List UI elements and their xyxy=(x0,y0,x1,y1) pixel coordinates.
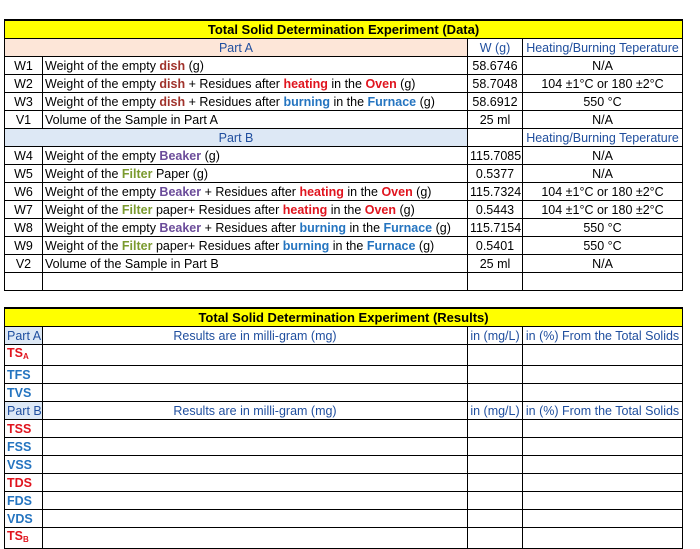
temperature-value: N/A xyxy=(523,57,683,75)
result-mgL-cell[interactable] xyxy=(468,345,523,366)
result-mg-cell[interactable] xyxy=(43,366,468,384)
symbol-text: TS xyxy=(7,529,23,543)
description-segment: + Residues after xyxy=(185,94,284,109)
row-id: W3 xyxy=(5,93,43,111)
description-segment: paper+ Residues after xyxy=(152,202,283,217)
description-segment: Paper (g) xyxy=(152,166,209,181)
description-segment: Weight of the empty xyxy=(45,94,160,109)
symbol-text: TVS xyxy=(7,385,32,400)
data-table-title: Total Solid Determination Experiment (Data) xyxy=(5,20,683,39)
symbol-subscript: A xyxy=(22,352,29,361)
result-symbol xyxy=(5,345,43,366)
result-mgL-cell[interactable] xyxy=(468,366,523,384)
temperature-value: 104 ±1°C or 180 ±2°C xyxy=(523,183,683,201)
description-segment: Filter xyxy=(121,202,153,217)
result-row xyxy=(5,420,683,438)
result-row xyxy=(5,345,683,366)
description-segment: dish xyxy=(159,76,186,91)
result-symbol xyxy=(5,474,43,492)
symbol-text: FSS xyxy=(7,439,32,454)
description-segment: in the xyxy=(329,238,367,253)
description-segment: (g) xyxy=(396,76,416,91)
row-description xyxy=(43,183,468,201)
description-segment: Filter xyxy=(121,238,153,253)
description-segment: Furnace xyxy=(366,238,416,253)
symbol-subscript: B xyxy=(22,535,29,544)
description-segment: Beaker xyxy=(159,220,202,235)
mg-per-liter-header: in (mg/L) xyxy=(468,327,523,345)
percent-total-solids-header: in (%) From the Total Solids xyxy=(523,327,683,345)
result-percent-cell[interactable] xyxy=(523,492,683,510)
description-segment: + Residues after xyxy=(201,220,300,235)
results-part-b-description: Results are in milli-gram (mg) xyxy=(43,402,468,420)
result-mg-cell[interactable] xyxy=(43,438,468,456)
result-mg-cell[interactable] xyxy=(43,528,468,549)
row-id: V2 xyxy=(5,255,43,273)
results-table-title: Total Solid Determination Experiment (Results) xyxy=(5,308,683,327)
result-percent-cell[interactable] xyxy=(523,474,683,492)
row-description xyxy=(43,147,468,165)
description-segment: in the xyxy=(327,76,366,91)
description-segment: (g) xyxy=(416,94,435,109)
result-mgL-cell[interactable] xyxy=(468,420,523,438)
symbol-text: TDS xyxy=(7,475,32,490)
results-part-b-label: Part B xyxy=(5,402,43,420)
result-symbol xyxy=(5,492,43,510)
description-segment: dish xyxy=(159,94,186,109)
result-mgL-cell[interactable] xyxy=(468,528,523,549)
part-a-header: Part A xyxy=(5,39,468,57)
empty-cell xyxy=(468,129,523,147)
description-segment: Furnace xyxy=(367,94,417,109)
result-row xyxy=(5,492,683,510)
description-segment: Weight of the empty xyxy=(45,58,160,73)
description-segment: Furnace xyxy=(383,220,433,235)
result-row xyxy=(5,456,683,474)
data-row xyxy=(5,183,683,201)
result-symbol xyxy=(5,456,43,474)
description-segment: Weight of the empty xyxy=(45,220,160,235)
row-description xyxy=(43,237,468,255)
description-segment: (g) xyxy=(432,220,451,235)
weight-value[interactable]: 0.5401 xyxy=(468,237,523,255)
description-segment: (g) xyxy=(412,184,432,199)
result-mg-cell[interactable] xyxy=(43,384,468,402)
row-id: W5 xyxy=(5,165,43,183)
symbol-text: TS xyxy=(7,346,23,360)
description-segment: Oven xyxy=(364,202,397,217)
results-part-a-label: Part A xyxy=(5,327,43,345)
description-segment: Weight of the xyxy=(45,166,122,181)
data-row xyxy=(5,165,683,183)
result-symbol xyxy=(5,510,43,528)
row-description xyxy=(43,111,468,129)
result-mgL-cell[interactable] xyxy=(468,438,523,456)
result-row xyxy=(5,438,683,456)
empty-cell xyxy=(5,273,43,291)
row-description xyxy=(43,57,468,75)
data-row xyxy=(5,201,683,219)
row-id: W9 xyxy=(5,237,43,255)
weight-value[interactable]: 115.7085 xyxy=(468,147,523,165)
data-row xyxy=(5,57,683,75)
result-symbol xyxy=(5,366,43,384)
row-id: V1 xyxy=(5,111,43,129)
description-segment: (g) xyxy=(185,58,204,73)
result-row xyxy=(5,384,683,402)
row-description xyxy=(43,255,468,273)
description-segment: dish xyxy=(159,58,186,73)
result-symbol xyxy=(5,528,43,549)
empty-cell xyxy=(523,273,683,291)
weight-value[interactable]: 115.7324 xyxy=(468,183,523,201)
description-segment: in the xyxy=(343,184,382,199)
result-percent-cell[interactable] xyxy=(523,528,683,549)
description-segment: Oven xyxy=(365,76,397,91)
description-segment: burning xyxy=(299,220,346,235)
weight-value[interactable]: 58.6746 xyxy=(468,57,523,75)
result-mgL-cell[interactable] xyxy=(468,384,523,402)
row-description xyxy=(43,93,468,111)
data-row xyxy=(5,237,683,255)
description-segment: + Residues after xyxy=(201,184,300,199)
row-id: W4 xyxy=(5,147,43,165)
result-row xyxy=(5,510,683,528)
description-segment: Weight of the xyxy=(45,202,122,217)
description-segment: Weight of the empty xyxy=(45,148,160,163)
result-mg-cell[interactable] xyxy=(43,474,468,492)
result-row xyxy=(5,366,683,384)
result-mgL-cell[interactable] xyxy=(468,474,523,492)
result-mg-cell[interactable] xyxy=(43,345,468,366)
description-segment: in the xyxy=(345,220,384,235)
result-mgL-cell[interactable] xyxy=(468,456,523,474)
description-segment: (g) xyxy=(396,202,415,217)
description-segment: in the xyxy=(327,202,365,217)
weight-value[interactable]: 25 ml xyxy=(468,255,523,273)
description-segment: + Residues after xyxy=(185,76,284,91)
description-segment: paper+ Residues after xyxy=(152,238,283,253)
description-segment: heating xyxy=(283,76,328,91)
row-id: W7 xyxy=(5,201,43,219)
result-mgL-cell[interactable] xyxy=(468,510,523,528)
temperature-value: 550 °C xyxy=(523,93,683,111)
symbol-text: TSS xyxy=(7,421,32,436)
weight-value[interactable]: 58.6912 xyxy=(468,93,523,111)
temperature-column-header-b: Heating/Burning Teperature xyxy=(523,129,683,147)
description-segment: Weight of the xyxy=(45,238,122,253)
part-b-header: Part B xyxy=(5,129,468,147)
description-segment: Volume of the Sample in Part A xyxy=(45,112,219,127)
symbol-text: VSS xyxy=(7,457,33,472)
result-symbol xyxy=(5,420,43,438)
description-segment: Filter xyxy=(121,166,153,181)
weight-value[interactable]: 115.7154 xyxy=(468,219,523,237)
weight-value[interactable]: 25 ml xyxy=(468,111,523,129)
description-segment: burning xyxy=(283,94,330,109)
description-segment: heating xyxy=(282,202,328,217)
row-id: W1 xyxy=(5,57,43,75)
description-segment: Weight of the empty xyxy=(45,76,160,91)
weight-value[interactable]: 0.5377 xyxy=(468,165,523,183)
empty-cell xyxy=(43,273,468,291)
result-mg-cell[interactable] xyxy=(43,420,468,438)
weight-column-header: W (g) xyxy=(468,39,523,57)
row-id: W2 xyxy=(5,75,43,93)
mg-per-liter-header-b: in (mg/L) xyxy=(468,402,523,420)
temperature-value: N/A xyxy=(523,111,683,129)
data-row xyxy=(5,75,683,93)
description-segment: Volume of the Sample in Part B xyxy=(45,256,219,271)
result-mgL-cell[interactable] xyxy=(468,492,523,510)
temperature-value: 104 ±1°C or 180 ±2°C xyxy=(523,201,683,219)
data-row xyxy=(5,93,683,111)
results-part-a-description: Results are in milli-gram (mg) xyxy=(43,327,468,345)
spreadsheet xyxy=(4,19,682,549)
row-id: W6 xyxy=(5,183,43,201)
description-segment: Beaker xyxy=(159,184,202,199)
empty-cell xyxy=(468,273,523,291)
temperature-value: N/A xyxy=(523,165,683,183)
result-symbol xyxy=(5,438,43,456)
row-id: W8 xyxy=(5,219,43,237)
percent-total-solids-header-b: in (%) From the Total Solids xyxy=(523,402,683,420)
temperature-value: 550 °C xyxy=(523,219,683,237)
description-segment: (g) xyxy=(201,148,220,163)
data-row xyxy=(5,147,683,165)
symbol-text: FDS xyxy=(7,493,32,508)
result-mg-cell[interactable] xyxy=(43,456,468,474)
temperature-column-header: Heating/Burning Teperature xyxy=(523,39,683,57)
result-row xyxy=(5,474,683,492)
temperature-value: 550 °C xyxy=(523,237,683,255)
data-row xyxy=(5,219,683,237)
result-percent-cell[interactable] xyxy=(523,510,683,528)
description-segment: heating xyxy=(299,184,344,199)
row-description xyxy=(43,219,468,237)
data-row xyxy=(5,111,683,129)
symbol-text: VDS xyxy=(7,511,33,526)
description-segment: Weight of the empty xyxy=(45,184,160,199)
result-percent-cell[interactable] xyxy=(523,366,683,384)
row-description xyxy=(43,165,468,183)
temperature-value: N/A xyxy=(523,147,683,165)
result-percent-cell[interactable] xyxy=(523,456,683,474)
result-percent-cell[interactable] xyxy=(523,345,683,366)
result-percent-cell[interactable] xyxy=(523,420,683,438)
temperature-value: N/A xyxy=(523,255,683,273)
description-segment: Beaker xyxy=(159,148,202,163)
result-mg-cell[interactable] xyxy=(43,510,468,528)
experiment-table xyxy=(4,19,683,549)
result-percent-cell[interactable] xyxy=(523,438,683,456)
result-row xyxy=(5,528,683,549)
temperature-value: 104 ±1°C or 180 ±2°C xyxy=(523,75,683,93)
result-symbol xyxy=(5,384,43,402)
row-description xyxy=(43,201,468,219)
description-segment: Oven xyxy=(381,184,413,199)
row-description xyxy=(43,75,468,93)
data-row xyxy=(5,255,683,273)
description-segment: burning xyxy=(282,238,330,253)
weight-value[interactable]: 0.5443 xyxy=(468,201,523,219)
spacer-row xyxy=(5,291,683,309)
result-percent-cell[interactable] xyxy=(523,384,683,402)
weight-value[interactable]: 58.7048 xyxy=(468,75,523,93)
description-segment: in the xyxy=(329,94,368,109)
description-segment: (g) xyxy=(415,238,435,253)
result-mg-cell[interactable] xyxy=(43,492,468,510)
symbol-text: TFS xyxy=(7,367,31,382)
